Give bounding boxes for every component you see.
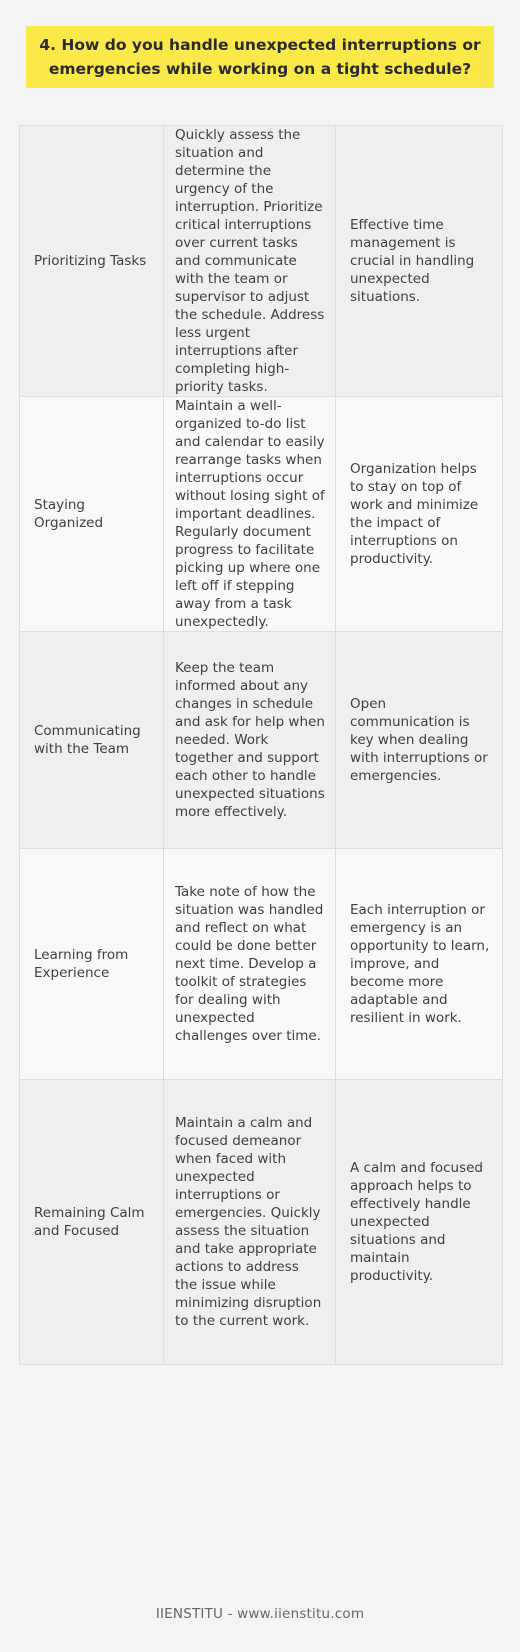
note-cell: Open communication is key when dealing with interruptions or emergencies. [336, 632, 503, 849]
topic-cell: Remaining Calm and Focused [20, 1080, 164, 1365]
table-row [20, 126, 503, 397]
note-cell: Each interruption or emergency is an opportunity to learn, improve, and become more adaptable and resilient in work. [336, 849, 503, 1080]
topic-cell: Prioritizing Tasks [20, 126, 164, 397]
topic-cell: Staying Organized [20, 397, 164, 632]
page-title: 4. How do you handle unexpected interruptions or emergencies while working on a tight schedule? [39, 36, 481, 78]
qa-table [19, 125, 503, 1365]
description-cell: Take note of how the situation was handled and reflect on what could be done better next time. Develop a toolkit of strategies for dealing with unexpected challenges over time. [164, 849, 336, 1080]
table-row [20, 849, 503, 1080]
table-row [20, 632, 503, 849]
note-cell: A calm and focused approach helps to effectively handle unexpected situations and maintain productivity. [336, 1080, 503, 1365]
description-cell: Keep the team informed about any changes in schedule and ask for help when needed. Work together and support each other to handle unexpected situations more effectively. [164, 632, 336, 849]
description-cell: Quickly assess the situation and determine the urgency of the interruption. Prioritize critical interruptions over current tasks and communicate with the team or supervisor to adjust the schedule. Address less urgent interruptions after completing high-priority tasks. [164, 126, 336, 397]
note-cell: Organization helps to stay on top of work and minimize the impact of interruptions on productivity. [336, 397, 503, 632]
site-footer: IIENSTITU - www.iienstitu.com [155, 1606, 365, 1622]
title-banner [26, 26, 494, 88]
description-cell: Maintain a well-organized to-do list and calendar to easily rearrange tasks when interruptions occur without losing sight of important deadlines. Regularly document progress to facilitate picking up where one left off if stepping away from a task unexpectedly. [164, 397, 336, 632]
note-cell: Effective time management is crucial in handling unexpected situations. [336, 126, 503, 397]
table-row [20, 1080, 503, 1365]
topic-cell: Communicating with the Team [20, 632, 164, 849]
description-cell: Maintain a calm and focused demeanor when faced with unexpected interruptions or emergencies. Quickly assess the situation and take appropriate actions to address the issue while minimizing disruption to the current work. [164, 1080, 336, 1365]
topic-cell: Learning from Experience [20, 849, 164, 1080]
table-row [20, 397, 503, 632]
